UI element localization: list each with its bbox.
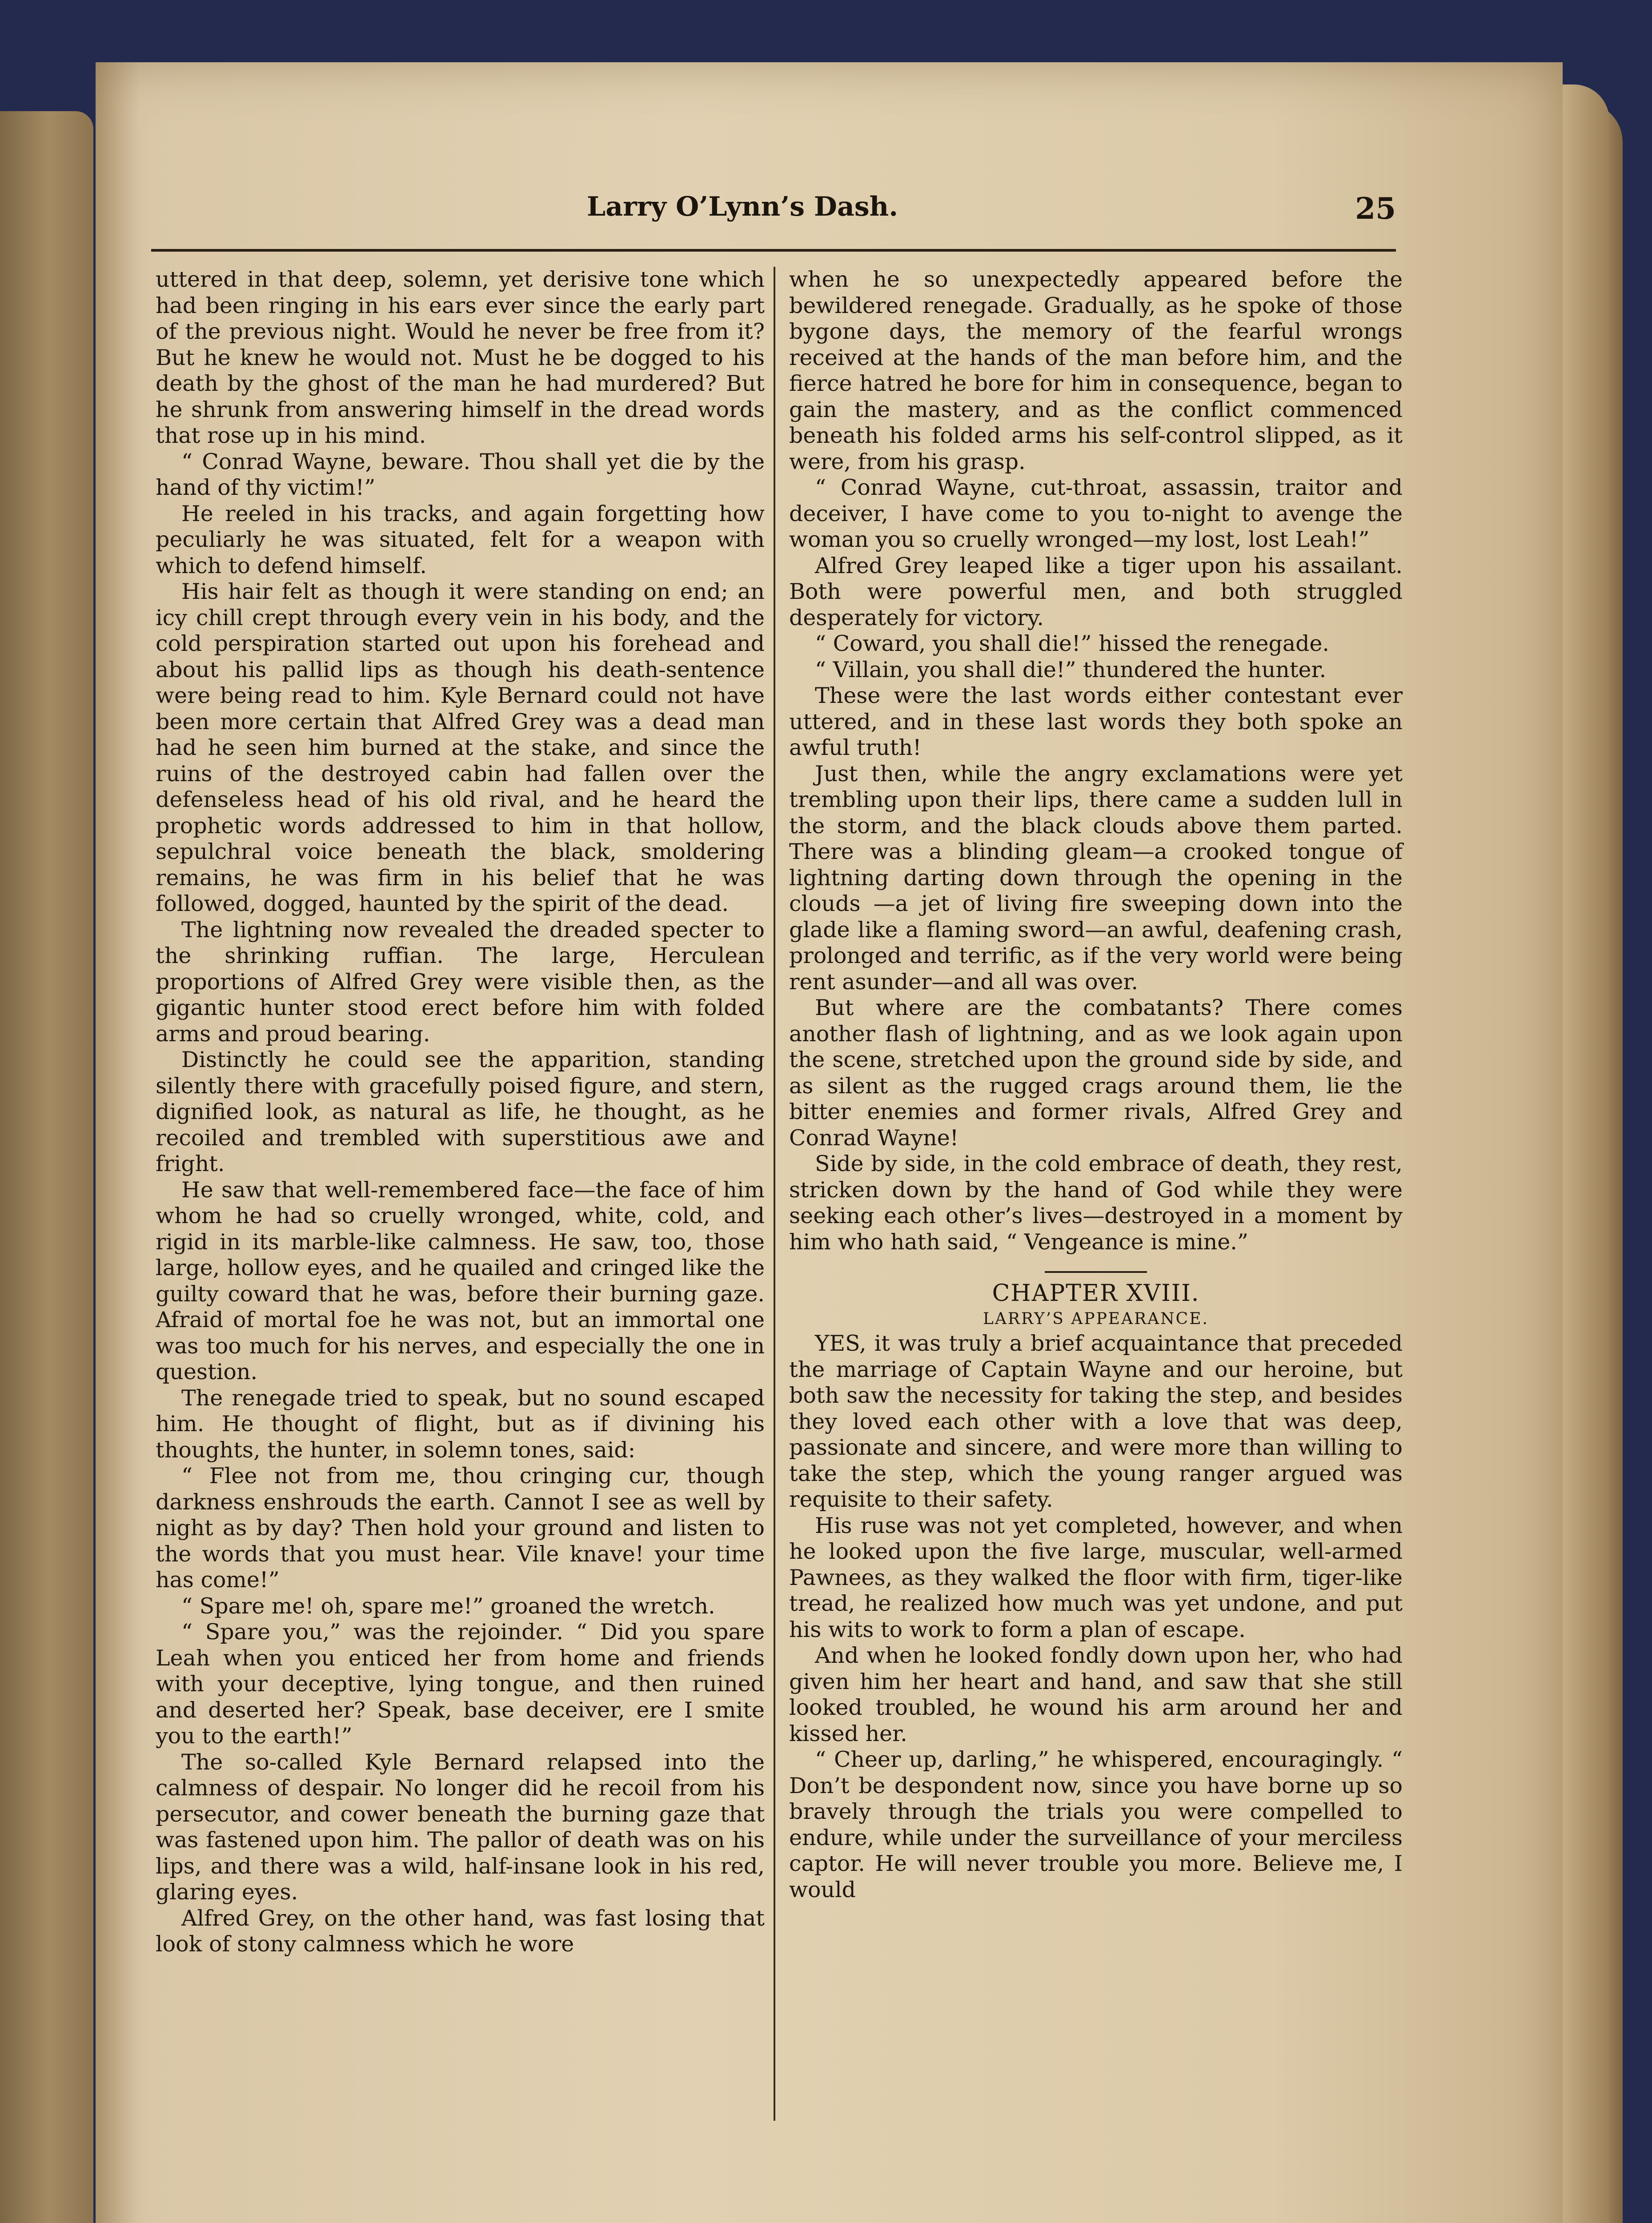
paragraph: “ Conrad Wayne, beware. Thou shall yet die by the hand of thy victim!”: [156, 449, 765, 500]
paragraph: when he so unexpectedly appeared before the bewildered renegade. Gradually, as he spoke of those bygone days, the memory of the fearful wrongs received at the hands of the man before him, and the fierce hatred he bore for him in consequence, began to gain the mastery, and as the conflict commenced beneath his folded arms his self-control slipped, as it were, from his grasp.: [789, 267, 1403, 474]
paragraph: But where are the combatants? There comes another flash of lightning, and as we look again upon the scene, stretched upon the ground side by side, and as silent as the rugged crags around them, lie the bitter enemies and former rivals, Alfred Grey and Conrad Wayne!: [789, 995, 1403, 1151]
paragraph: He saw that well-remembered face—the face of him whom he had so cruelly wronged, white, cold, and rigid in its marble-like calmness. He saw, too, those large, hollow eyes, and he quailed and cringed like the guilty coward that he was, before their burning gaze. Afraid of mortal foe he was not, but an immortal one was too much for his nerves, and especially the one in question.: [156, 1177, 765, 1384]
column-divider: [774, 267, 775, 2121]
paragraph: uttered in that deep, solemn, yet derisive tone which had been ringing in his ears ever since the early part of the previous night. Would he never be free from it? But he knew he would not. Must he be dogged to his death by the ghost of the man he had murdered? But he shrunk from answering himself in the dread words that rose up in his mind.: [156, 267, 765, 448]
chapter-title: CHAPTER XVIII.: [992, 1280, 1200, 1307]
paragraph: “ Spare you,” was the rejoinder. “ Did you spare Leah when you enticed her from home and friends with your deceptive, lying tongue, and then ruined and deserted her? Speak, base deceiver, ere I smite you to the earth!”: [156, 1619, 765, 1749]
paragraph: “ Coward, you shall die!” hissed the renegade.: [815, 631, 1330, 656]
right-column: [789, 267, 1403, 1903]
paragraph: These were the last words either contestant ever uttered, and in these last words they both spoke an awful truth!: [789, 683, 1403, 760]
chapter-heading: [789, 1271, 1403, 1331]
paragraph: The renegade tried to speak, but no sound escaped him. He thought of flight, but as if divining his thoughts, the hunter, in solemn tones, said:: [156, 1385, 765, 1463]
paragraph: His ruse was not yet completed, however, and when he looked upon the five large, muscular, well-armed Pawnees, as they walked the floor with firm, tiger-like tread, he realized how much was yet undone, and put his wits to work to form a plan of escape.: [789, 1513, 1403, 1642]
left-column: [156, 267, 765, 1958]
chapter-subtitle: LARRY’S APPEARANCE.: [983, 1310, 1209, 1328]
paragraph: Side by side, in the cold embrace of death, they rest, stricken down by the hand of God while they were seeking each other’s lives—destroyed in a moment by him who hath said, “ Vengeance is mine.”: [789, 1151, 1403, 1255]
running-head: [151, 191, 1396, 240]
running-head-title: Larry O’Lynn’s Dash.: [587, 191, 898, 222]
paragraph: “ Flee not from me, thou cringing cur, though darkness enshrouds the earth. Cannot I see as well by night as by day? Then hold your ground and listen to the words that you must hear. Vile knave! your time has come!”: [156, 1463, 765, 1593]
paragraph: The so-called Kyle Bernard relapsed into the calmness of despair. No longer did he recoil from his persecutor, and cower beneath the burning gaze that was fastened upon him. The pallor of death was on his lips, and there was a wild, half-insane look in his red, glaring eyes.: [156, 1749, 765, 1905]
paragraph: Alfred Grey leaped like a tiger upon his assailant. Both were powerful men, and both struggled desperately for victory.: [789, 553, 1403, 630]
paragraph: Alfred Grey, on the other hand, was fast losing that look of stony calmness which he wore: [156, 1905, 765, 1957]
paragraph: “ Villain, you shall die!” thundered the hunter.: [815, 657, 1327, 682]
paragraph: The lightning now revealed the dreaded specter to the shrinking ruffian. The large, Herculean proportions of Alfred Grey were visible then, as the gigantic hunter stood erect before him with folded arms and proud bearing.: [156, 917, 765, 1047]
paragraph: “ Cheer up, darling,” he whispered, encouragingly. “ Don’t be despondent now, since you have borne up so bravely through the trials you were compelled to endure, while under the surveillance of your merciless captor. He will never trouble you more. Believe me, I would: [789, 1747, 1403, 1902]
paragraph: Distinctly he could see the apparition, standing silently there with gracefully poised figure, and stern, dignified look, as natural as life, he thought, as he recoiled and trembled with superstitious awe and fright.: [156, 1047, 765, 1176]
paragraph: He reeled in his tracks, and again forgetting how peculiarly he was situated, felt for a weapon with which to defend himself.: [156, 501, 765, 578]
paragraph: His hair felt as though it were standing on end; an icy chill crept through every vein in his body, and the cold perspiration started out upon his forehead and about his pallid lips as though his death-sentence were being read to him. Kyle Bernard could not have been more certain that Alfred Grey was a dead man had he seen him burned at the stake, and since the ruins of the destroyed cabin had fallen over the defenseless head of his old rival, and he heard the prophetic words addressed to him in that hollow, sepulchral voice beneath the black, smoldering remains, he was firm in his belief that he was followed, dogged, haunted by the spirit of the dead.: [156, 579, 765, 916]
facing-page-edge: [0, 111, 93, 2223]
paragraph: “ Conrad Wayne, cut-throat, assassin, traitor and deceiver, I have come to you to-night to avenge the woman you so cruelly wronged—my lost, lost Leah!”: [789, 475, 1403, 552]
paragraph: Just then, while the angry exclamations were yet trembling upon their lips, there came a sudden lull in the storm, and the black clouds above them parted. There was a blinding gleam—a crooked tongue of lightning darting down through the opening in the clouds —a jet of living fire sweeping down into the glade like a flaming sword—an awful, deafening crash, prolonged and terrific, as if the very world were being rent asunder—and all was over.: [789, 761, 1403, 995]
paragraph: And when he looked fondly down upon her, who had given him her heart and hand, and saw that she still looked troubled, he wound his arm around her and kissed her.: [789, 1643, 1403, 1746]
header-rule: [151, 249, 1396, 252]
paragraph: “ Spare me! oh, spare me!” groaned the wretch.: [181, 1593, 715, 1619]
chapter-rule: [1045, 1271, 1147, 1273]
paragraph: YES, it was truly a brief acquaintance that preceded the marriage of Captain Wayne and our heroine, but both saw the necessity for taking the step, and besides they loved each other with a love that was deep, passionate and sincere, and were more than willing to take the step, which the young ranger argued was requisite to their safety.: [789, 1331, 1403, 1512]
page-number: 25: [1355, 191, 1396, 226]
